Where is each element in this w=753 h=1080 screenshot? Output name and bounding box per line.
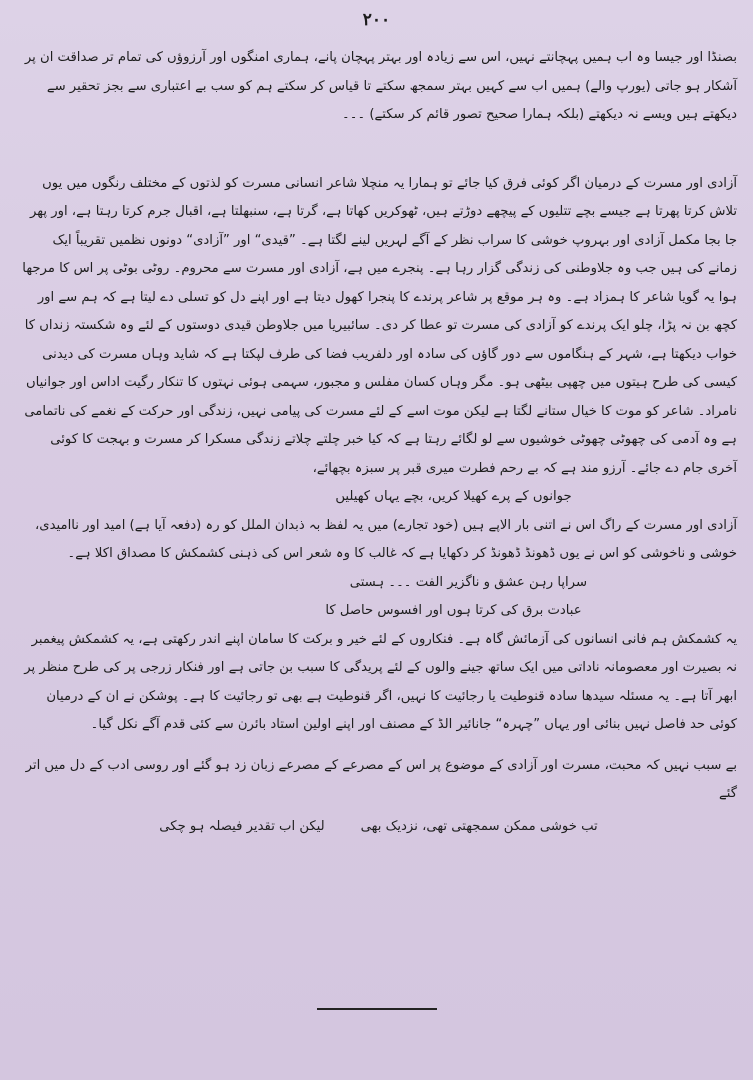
verse-2-line-2: عبادت برق کی کرتا ہوں اور افسوس حاصل کا — [325, 603, 582, 618]
page-body — [20, 44, 737, 1050]
verse-3 — [20, 813, 737, 842]
section-divider — [317, 1008, 437, 1010]
verse-2-line-1: سراپا رہن عشق و ناگزیر الفت ۔۔۔ ہستی — [349, 574, 587, 590]
paragraph-5: بے سبب نہیں کہ محبت، مسرت اور آزادی کے موضوع پر اس کے مصرعے کے مصرعے زبان زد ہو گئے اور روسی ادب کے دل میں اتر گئے — [25, 757, 737, 801]
paragraph-spacer — [20, 740, 737, 752]
verse-3-line-1: تب خوشی ممکن سمجھتی تھی، نزدیک بھی — [360, 818, 598, 834]
verse-3-line-2: لیکن اب تقدیر فیصلہ ہو چکی — [159, 818, 325, 834]
paragraph-3: آزادی اور مسرت کے راگ اس نے اتنی بار الاپے ہیں (خود تجارے) میں یہ لفظ بہ ذبدان الملل کو رہ (دفعہ آیا ہے) امید اور ناامیدی، خوشی و ناخوشی کو اس نے یوں ڈھونڈ ڈھونڈ کر دکھایا ہے کہ غالب کا وہ شعر اس کی ذہنی کشمکش کا مصداق اکلا ہے۔ — [35, 517, 737, 561]
page-number: ۲۰۰ — [362, 10, 391, 30]
paragraph-2: آزادی اور مسرت کے درمیان اگر کوئی فرق کیا جائے تو ہمارا یہ منچلا شاعر انسانی مسرت کو لذتوں کے مختلف رنگوں میں یوں تلاش کرتا پھرتا ہے جیسے بچے تتلیوں کے پیچھے دوڑتے ہیں، ٹھوکریں کھاتا ہے، گرتا ہے، سنبھلتا ہے، اقبال جرم کرتا رہتا ہے، اور پھر جا بجا مکمل آزادی اور بہروپ خوشی کا سراب نظر کے آگے لہریں لینے لگتا ہے۔ ”قیدی“ اور ”آزادی“ دونوں نظمیں تقریباً ایک زمانے کی ہیں جب وہ جلاوطنی کی زندگی گزار رہا ہے۔ پنجرے میں ہے، آزادی اور مسرت سے محروم۔ روٹی بوٹی پر اس کا مرجھا ہوا یہ گویا شاعر کا ہمزاد ہے۔ وہ ہر موقع پر شاعر پرندے کا پنجرا کھول دیتا ہے اور اپنے دل کو تسلی دے لیتا ہے کہ ہم سے اور کچھ بن نہ پڑا، چلو ایک پرندے کو آزادی کی مسرت تو عطا کر دی۔ سائبیریا میں جلاوطن قیدی دوستوں کے لئے وہ شکستہ زنداں کا خواب دیکھتا ہے، شہر کے ہنگاموں سے دور گاؤں کی سادہ اور دلفریب فضا کی طرف لپکتا ہے کہ شاید وہاں مسرت کی دیدنی کیسی کی طرح ہیتوں میں چھپی بیٹھی ہو۔ مگر وہاں کسان مفلس و مجبور، سہمی ہوئی نہتوں کا تنکار رگیت اداس اور جوانیاں نامراد۔ شاعر کو موت کا خیال ستانے لگتا ہے لیکن موت اسے کے لئے مسرت کی پیامی نہیں، زندگی اور حرکت کے نغمے کی ناتمامی ہے وہ آدمی کی چھوٹی چھوٹی خوشیوں سے لو لگائے رہتا ہے کہ کیا خبر چلتے چلاتے زندگی مسکرا کر مسرت و بہجت کا کوئی آخری جام دے جائے۔ آرزو مند ہے کہ بے رحم فطرت میری قبر پر سبزہ بچھائے، — [22, 175, 737, 476]
paragraph-4: یہ کشمکش ہم فانی انسانوں کی آزمائش گاہ ہے۔ فنکاروں کے لئے خیر و برکت کا سامان اپنے اندر رکھتی ہے، یہ کشمکش پیغمبر نہ بصیرت اور معصومانہ ناداتی میں ایک ساتھ جینے والوں کے لئے پریدگی کا سبب بن جاتی ہے اور فنکار زرجی پر کی طرح منظر پر ابھر آتا ہے۔ یہ مسئلہ سیدھا سادہ قنوطیت یا رجائیت کا نہیں، اگر قنوطیت ہے بھی تو رجائیت کا ہے۔ پوشکن نے ان کے درمیان کوئی حد فاصل نہیں بنائی اور یہاں ”چہرہ“ جانائیر الڈ کے مصنف اور اپنے اولین استاد بائرن سے کئی قدم آگے نکل گیا۔ — [24, 631, 737, 732]
paragraph-spacer — [20, 130, 737, 170]
paragraph-1: بصنڈا اور جیسا وہ اب ہمیں پہچانتے نہیں، اس سے زیادہ اور بہتر پہچان پانے، ہماری امنگوں اور آرزوؤں کی تمام تر صداقت ان پر آشکار ہو جاتی (یورپ والے) ہمیں اب سے کہیں بہتر سمجھ سکتے تا قیاس کر سکتے ہم کو سب بے اعتباری سے بجز تحقیر سے دیکھتے ہیں ویسے نہ دیکھتے (بلکہ ہمارا صحیح تصور قائم کر سکتے) ۔۔۔ — [24, 50, 737, 122]
verse-1: جوانوں کے پرے کھیلا کریں، بچے یہاں کھیلیں — [335, 489, 572, 504]
